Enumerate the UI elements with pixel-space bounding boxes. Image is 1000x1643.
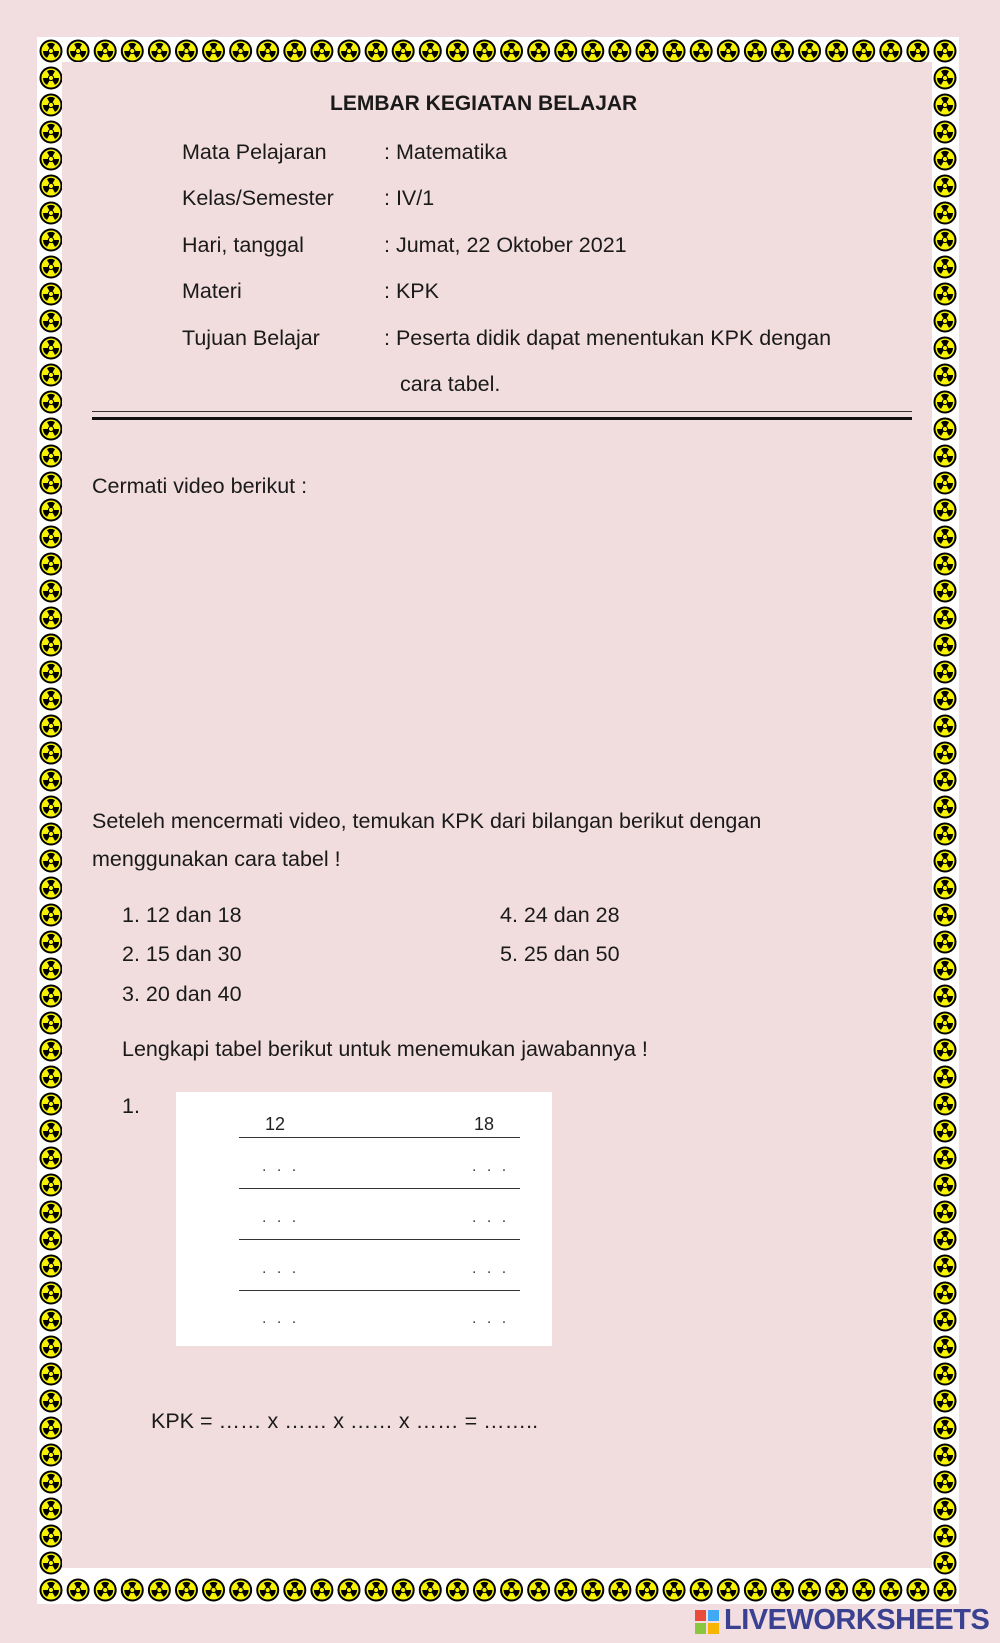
border-symbol-icon xyxy=(935,581,956,602)
border-symbol-icon xyxy=(41,1229,62,1250)
border-symbol-icon xyxy=(474,41,495,62)
border-symbol-icon xyxy=(41,1202,62,1223)
border-symbol-icon xyxy=(176,1580,197,1601)
border-symbol-icon xyxy=(149,41,170,62)
border-symbol-icon xyxy=(95,1580,116,1601)
border-symbol-icon xyxy=(311,1580,332,1601)
border-symbol-icon xyxy=(41,419,62,440)
border-symbol-icon xyxy=(935,311,956,332)
border-symbol-icon xyxy=(420,41,441,62)
table-cell-right[interactable]: . . . xyxy=(472,1158,510,1175)
border-symbol-icon xyxy=(41,1310,62,1331)
info-label-subject: Mata Pelajaran xyxy=(182,140,327,164)
border-symbol-icon xyxy=(826,1580,847,1601)
border-symbol-icon xyxy=(474,1580,495,1601)
border-symbol-icon xyxy=(41,1175,62,1196)
info-value-subject: : Matematika xyxy=(384,140,508,164)
table-cell-right[interactable]: . . . xyxy=(472,1310,510,1327)
border-symbol-icon xyxy=(149,1580,170,1601)
problem-item: 2. 15 dan 30 xyxy=(122,942,242,966)
border-symbol-icon xyxy=(41,878,62,899)
border-symbol-icon xyxy=(935,1499,956,1520)
border-symbol-icon xyxy=(935,824,956,845)
border-symbol-icon xyxy=(257,1580,278,1601)
border-symbol-icon xyxy=(935,608,956,629)
border-symbol-icon xyxy=(41,122,62,143)
border-symbol-icon xyxy=(203,1580,224,1601)
table-rule xyxy=(239,1239,520,1240)
page-title: LEMBAR KEGIATAN BELAJAR xyxy=(330,92,638,115)
border-symbol-icon xyxy=(935,959,956,980)
border-symbol-icon xyxy=(799,41,820,62)
border-symbol-icon xyxy=(935,230,956,251)
border-symbol-icon xyxy=(284,1580,305,1601)
info-value-goal-continued: cara tabel. xyxy=(400,372,501,396)
border-symbol-icon xyxy=(637,41,658,62)
border-symbol-icon xyxy=(41,743,62,764)
problem-item: 5. 25 dan 50 xyxy=(500,942,620,966)
border-symbol-icon xyxy=(41,689,62,710)
border-symbol-icon xyxy=(41,1121,62,1142)
border-symbol-icon xyxy=(935,1337,956,1358)
border-symbol-icon xyxy=(609,1580,630,1601)
border-symbol-icon xyxy=(41,824,62,845)
border-symbol-icon xyxy=(366,41,387,62)
border-symbol-icon xyxy=(935,257,956,278)
border-symbol-icon xyxy=(41,257,62,278)
border-symbol-icon xyxy=(582,1580,603,1601)
border-symbol-icon xyxy=(41,716,62,737)
border-symbol-icon xyxy=(230,1580,251,1601)
border-symbol-icon xyxy=(935,932,956,953)
border-symbol-icon xyxy=(41,635,62,656)
table-header-left: 12 xyxy=(265,1114,286,1134)
border-symbol-icon xyxy=(935,1229,956,1250)
problem-item: 1. 12 dan 18 xyxy=(122,903,242,927)
border-symbol-icon xyxy=(745,1580,766,1601)
border-symbol-icon xyxy=(41,1094,62,1115)
table-cell-left[interactable]: . . . xyxy=(262,1209,300,1226)
border-symbol-icon xyxy=(41,149,62,170)
border-symbol-icon xyxy=(528,1580,549,1601)
border-symbol-icon xyxy=(935,446,956,467)
border-symbol-icon xyxy=(41,527,62,548)
border-symbol-icon xyxy=(41,554,62,575)
border-symbol-icon xyxy=(637,1580,658,1601)
border-symbol-icon xyxy=(366,1580,387,1601)
border-symbol-icon xyxy=(745,41,766,62)
kpk-formula[interactable]: KPK = …… x …… x …… x …… = …….. xyxy=(151,1409,539,1433)
border-symbol-icon xyxy=(935,1094,956,1115)
border-symbol-icon xyxy=(501,1580,522,1601)
border-symbol-icon xyxy=(176,41,197,62)
border-symbol-icon xyxy=(935,95,956,116)
border-symbol-icon xyxy=(935,500,956,521)
border-symbol-icon xyxy=(935,122,956,143)
border-symbol-icon xyxy=(935,1553,956,1574)
border-symbol-icon xyxy=(41,986,62,1007)
border-symbol-icon xyxy=(935,1364,956,1385)
problem-item: 3. 20 dan 40 xyxy=(122,982,242,1006)
border-symbol-icon xyxy=(935,1418,956,1439)
border-symbol-icon xyxy=(41,932,62,953)
border-symbol-icon xyxy=(41,203,62,224)
border-symbol-icon xyxy=(935,365,956,386)
header-divider-thin xyxy=(92,411,912,412)
border-symbol-icon xyxy=(718,41,739,62)
table-cell-right[interactable]: . . . xyxy=(472,1260,510,1277)
table-number: 1. xyxy=(122,1094,140,1118)
border-symbol-icon xyxy=(41,1580,62,1601)
border-symbol-icon xyxy=(41,176,62,197)
border-symbol-icon xyxy=(935,554,956,575)
border-symbol-icon xyxy=(41,1445,62,1466)
border-symbol-icon xyxy=(555,41,576,62)
table-rule xyxy=(239,1137,520,1138)
instruction-line-1: Seteleh mencermati video, temukan KPK dari bilangan berikut dengan xyxy=(92,809,762,833)
border-symbol-icon xyxy=(41,1067,62,1088)
border-symbol-icon xyxy=(257,41,278,62)
border-symbol-icon xyxy=(41,770,62,791)
table-rule xyxy=(239,1188,520,1189)
border-symbol-icon xyxy=(41,581,62,602)
border-symbol-icon xyxy=(41,1364,62,1385)
border-symbol-icon xyxy=(935,1283,956,1304)
border-symbol-icon xyxy=(41,284,62,305)
border-symbol-icon xyxy=(41,41,62,62)
header-divider-thick xyxy=(92,417,912,420)
border-symbol-icon xyxy=(935,392,956,413)
border-symbol-icon xyxy=(935,1148,956,1169)
border-symbol-icon xyxy=(41,1499,62,1520)
info-label-date: Hari, tanggal xyxy=(182,233,304,257)
border-symbol-icon xyxy=(935,203,956,224)
instruction-line-2: menggunakan cara tabel ! xyxy=(92,847,341,871)
info-value-goal: : Peserta didik dapat menentukan KPK dengan xyxy=(384,326,832,350)
border-symbol-icon xyxy=(122,1580,143,1601)
border-symbol-icon xyxy=(68,1580,89,1601)
border-symbol-icon xyxy=(41,608,62,629)
border-symbol-icon xyxy=(41,1013,62,1034)
border-symbol-icon xyxy=(393,41,414,62)
table-header-right: 18 xyxy=(474,1114,495,1134)
border-symbol-icon xyxy=(853,41,874,62)
problem-item: 4. 24 dan 28 xyxy=(500,903,620,927)
border-symbol-icon xyxy=(311,41,332,62)
border-symbol-icon xyxy=(41,662,62,683)
info-label-class: Kelas/Semester xyxy=(182,186,334,210)
border-symbol-icon xyxy=(339,1580,360,1601)
border-symbol-icon xyxy=(528,41,549,62)
border-symbol-icon xyxy=(41,1418,62,1439)
border-symbol-icon xyxy=(826,41,847,62)
video-prompt: Cermati video berikut : xyxy=(92,474,308,498)
kpk-table xyxy=(176,1092,552,1346)
border-symbol-icon xyxy=(907,41,928,62)
border-symbol-icon xyxy=(41,446,62,467)
border-symbol-icon xyxy=(41,230,62,251)
table-cell-left[interactable]: . . . xyxy=(262,1260,300,1277)
border-symbol-icon xyxy=(935,716,956,737)
border-symbol-icon xyxy=(935,41,956,62)
border-symbol-icon xyxy=(935,1472,956,1493)
border-symbol-icon xyxy=(935,1040,956,1061)
border-symbol-icon xyxy=(935,1013,956,1034)
border-symbol-icon xyxy=(935,1256,956,1277)
liveworksheets-logo-icon xyxy=(694,1609,720,1635)
table-prompt: Lengkapi tabel berikut untuk menemukan jawabannya ! xyxy=(122,1037,648,1061)
border-symbol-icon xyxy=(772,41,793,62)
border-symbol-icon xyxy=(447,1580,468,1601)
border-symbol-icon xyxy=(935,1526,956,1547)
border-symbol-icon xyxy=(907,1580,928,1601)
border-symbol-icon xyxy=(41,1148,62,1169)
border-symbol-icon xyxy=(935,1310,956,1331)
border-symbol-icon xyxy=(935,905,956,926)
border-symbol-icon xyxy=(420,1580,441,1601)
border-symbol-icon xyxy=(935,851,956,872)
border-symbol-icon xyxy=(935,1580,956,1601)
border-symbol-icon xyxy=(853,1580,874,1601)
info-label-goal: Tujuan Belajar xyxy=(182,326,320,350)
liveworksheets-brand[interactable]: LIVEWORKSHEETS xyxy=(724,1604,990,1636)
table-cell-left[interactable]: . . . xyxy=(262,1158,300,1175)
border-symbol-icon xyxy=(935,338,956,359)
border-symbol-icon xyxy=(935,284,956,305)
border-symbol-icon xyxy=(609,41,630,62)
border-symbol-icon xyxy=(691,1580,712,1601)
border-symbol-icon xyxy=(935,473,956,494)
border-symbol-icon xyxy=(41,1553,62,1574)
border-symbol-icon xyxy=(41,1283,62,1304)
border-symbol-icon xyxy=(41,905,62,926)
info-value-date: : Jumat, 22 Oktober 2021 xyxy=(384,233,627,257)
info-value-material: : KPK xyxy=(384,279,439,303)
border-symbol-icon xyxy=(41,365,62,386)
border-symbol-icon xyxy=(41,1256,62,1277)
border-symbol-icon xyxy=(41,338,62,359)
border-symbol-icon xyxy=(935,743,956,764)
border-symbol-icon xyxy=(935,770,956,791)
border-symbol-icon xyxy=(501,41,522,62)
border-symbol-icon xyxy=(122,41,143,62)
border-symbol-icon xyxy=(555,1580,576,1601)
border-symbol-icon xyxy=(935,689,956,710)
border-symbol-icon xyxy=(935,1445,956,1466)
border-symbol-icon xyxy=(935,797,956,818)
border-symbol-icon xyxy=(41,1337,62,1358)
border-symbol-icon xyxy=(41,95,62,116)
border-symbol-icon xyxy=(772,1580,793,1601)
border-symbol-icon xyxy=(582,41,603,62)
border-symbol-icon xyxy=(41,797,62,818)
border-symbol-icon xyxy=(41,851,62,872)
table-cell-left[interactable]: . . . xyxy=(262,1310,300,1327)
border-symbol-icon xyxy=(447,41,468,62)
border-symbol-icon xyxy=(41,959,62,980)
border-symbol-icon xyxy=(799,1580,820,1601)
border-symbol-icon xyxy=(935,527,956,548)
border-symbol-icon xyxy=(41,500,62,521)
border-symbol-icon xyxy=(718,1580,739,1601)
border-symbol-icon xyxy=(41,68,62,89)
border-symbol-icon xyxy=(935,986,956,1007)
border-symbol-icon xyxy=(203,41,224,62)
border-symbol-icon xyxy=(935,419,956,440)
border-symbol-icon xyxy=(935,1121,956,1142)
info-value-class: : IV/1 xyxy=(384,186,435,210)
table-rule xyxy=(239,1290,520,1291)
border-symbol-icon xyxy=(935,1067,956,1088)
border-symbol-icon xyxy=(41,1472,62,1493)
border-symbol-icon xyxy=(935,1391,956,1412)
border-symbol-icon xyxy=(935,176,956,197)
info-label-material: Materi xyxy=(182,279,242,303)
border-symbol-icon xyxy=(935,635,956,656)
border-symbol-icon xyxy=(935,1202,956,1223)
border-symbol-icon xyxy=(95,41,116,62)
border-symbol-icon xyxy=(691,41,712,62)
border-symbol-icon xyxy=(68,41,89,62)
border-symbol-icon xyxy=(41,473,62,494)
border-symbol-icon xyxy=(41,1526,62,1547)
border-symbol-icon xyxy=(230,41,251,62)
border-symbol-icon xyxy=(935,149,956,170)
border-symbol-icon xyxy=(880,41,901,62)
border-symbol-icon xyxy=(664,1580,685,1601)
worksheet xyxy=(62,62,932,1568)
border-symbol-icon xyxy=(41,1391,62,1412)
border-symbol-icon xyxy=(935,662,956,683)
border-symbol-icon xyxy=(339,41,360,62)
border-symbol-icon xyxy=(935,68,956,89)
border-symbol-icon xyxy=(393,1580,414,1601)
border-symbol-icon xyxy=(664,41,685,62)
border-symbol-icon xyxy=(41,311,62,332)
border-symbol-icon xyxy=(41,1040,62,1061)
table-cell-right[interactable]: . . . xyxy=(472,1209,510,1226)
border-symbol-icon xyxy=(284,41,305,62)
border-symbol-icon xyxy=(935,878,956,899)
border-symbol-icon xyxy=(41,392,62,413)
border-symbol-icon xyxy=(880,1580,901,1601)
border-symbol-icon xyxy=(935,1175,956,1196)
